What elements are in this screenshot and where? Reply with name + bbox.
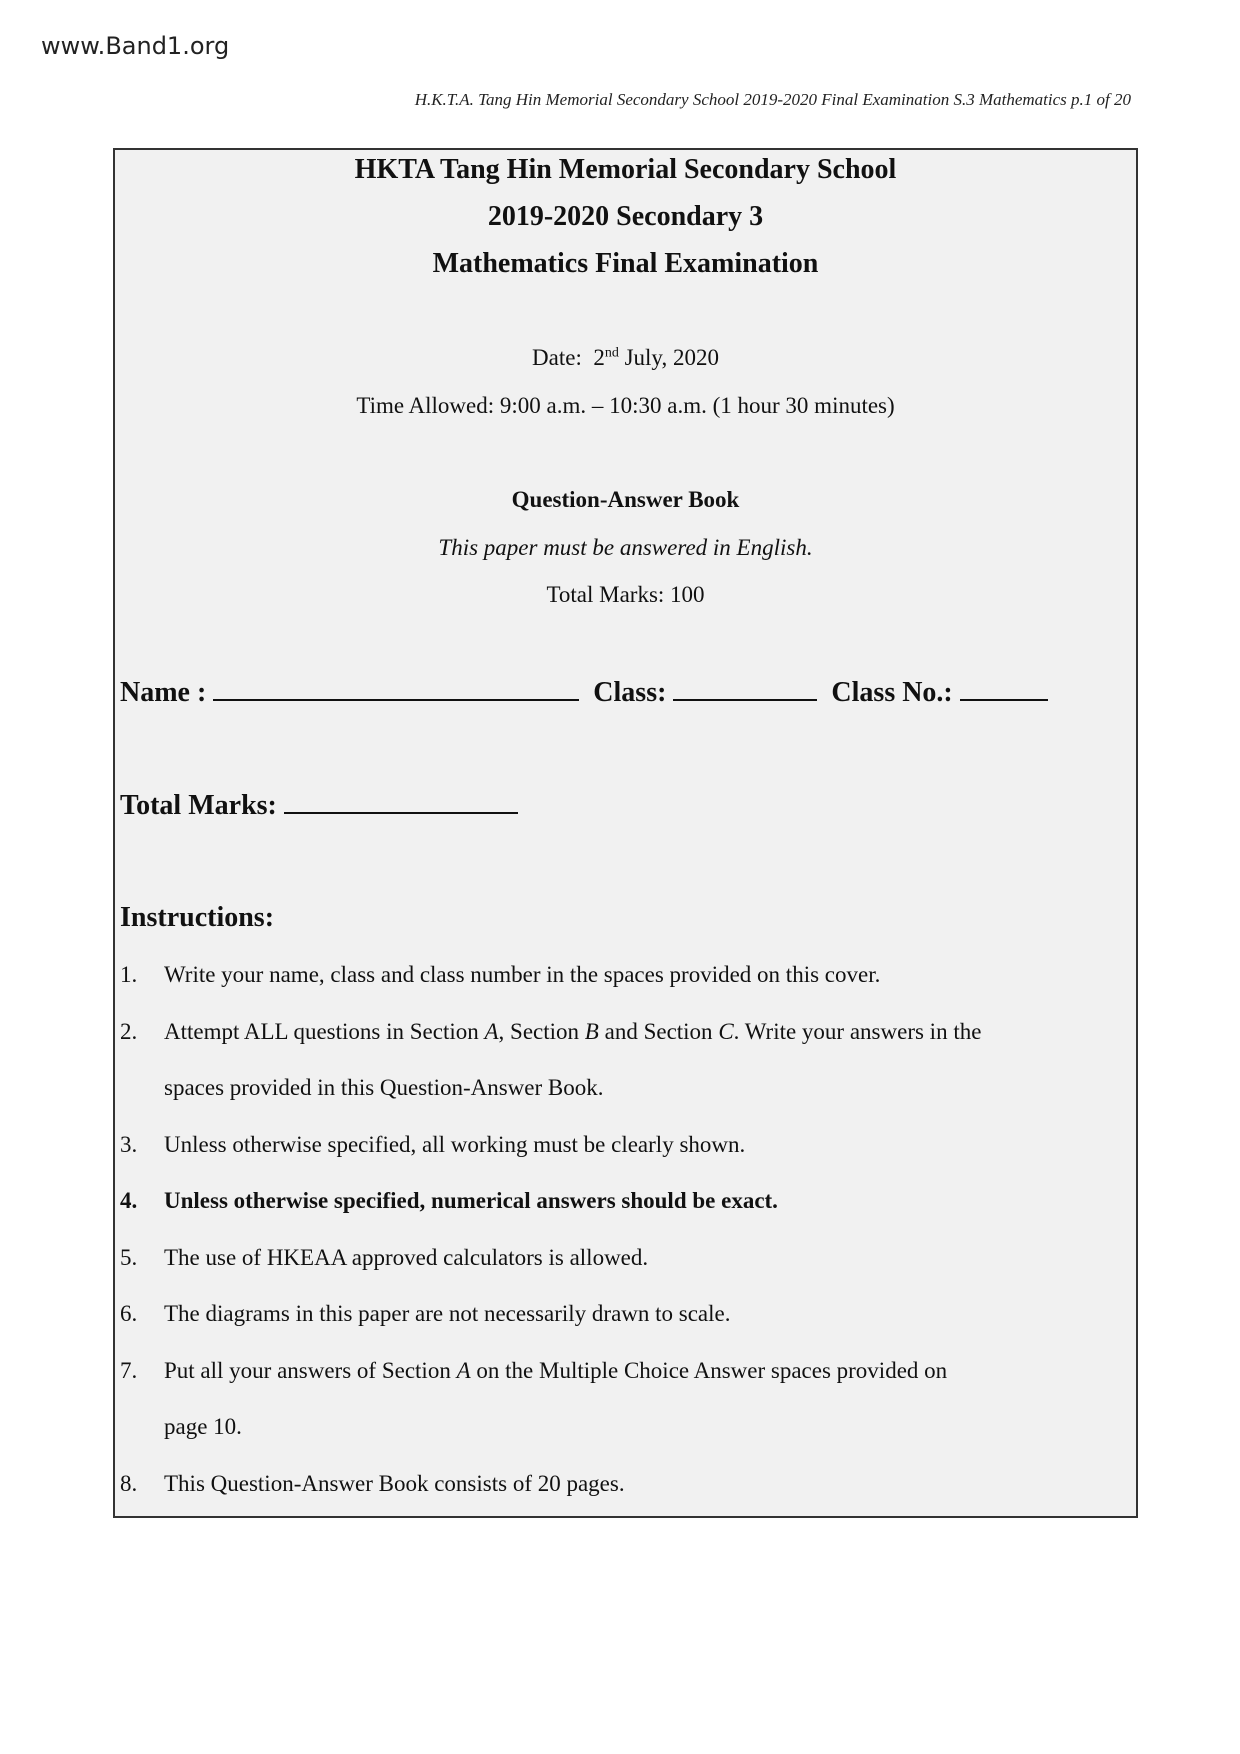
instruction-item — [120, 1358, 947, 1384]
language-note: This paper must be answered in English. — [438, 535, 813, 560]
class-label: Class: — [593, 677, 667, 708]
class-field[interactable] — [673, 675, 817, 701]
time-allowed: Time Allowed: 9:00 a.m. – 10:30 a.m. (1 hour 30 minutes) — [356, 393, 895, 418]
class-no-label: Class No.: — [831, 677, 953, 708]
school-name: HKTA Tang Hin Memorial Secondary School — [354, 154, 897, 185]
instruction-item — [120, 1075, 604, 1101]
running-header: H.K.T.A. Tang Hin Memorial Secondary School 2019-2020 Final Examination S.3 Mathematics p.1 of 20 — [414, 90, 1131, 109]
name-label: Name : — [120, 677, 207, 708]
exam-date — [115, 345, 1136, 371]
instruction-text: page 10. — [164, 1414, 242, 1439]
date-rest: July, 2020 — [624, 345, 719, 370]
instruction-text: spaces provided in this Question-Answer Book. — [164, 1075, 604, 1100]
instruction-item — [120, 1414, 242, 1440]
instruction-text: This Question-Answer Book consists of 20 pages. — [164, 1470, 625, 1496]
instruction-number: 2. — [120, 1018, 138, 1044]
name-field[interactable] — [213, 675, 579, 701]
instruction-item — [120, 1132, 745, 1158]
exam-title: Mathematics Final Examination — [432, 248, 819, 279]
book-title: Question-Answer Book — [511, 487, 740, 512]
instruction-number: 7. — [120, 1357, 138, 1383]
instruction-item — [120, 1245, 648, 1271]
instruction-item — [120, 1301, 731, 1327]
site-watermark: www.Band1.org — [41, 32, 230, 60]
instructions-heading: Instructions: — [120, 902, 275, 933]
instruction-text: Put all your answers of Section A on the Multiple Choice Answer spaces provided on — [164, 1357, 948, 1383]
instruction-number: 8. — [120, 1470, 138, 1496]
year-level: 2019-2020 Secondary 3 — [487, 201, 764, 232]
instruction-text: Unless otherwise specified, all working must be clearly shown. — [164, 1131, 746, 1157]
instruction-text: Write your name, class and class number in the spaces provided on this cover. — [164, 962, 881, 987]
student-info-row — [120, 675, 1048, 709]
total-marks-info: Total Marks: 100 — [546, 582, 705, 607]
date-label: Date: — [532, 345, 582, 370]
instruction-text: The diagrams in this paper are not necessarily drawn to scale. — [164, 1301, 731, 1326]
instruction-number: 3. — [120, 1131, 138, 1157]
total-marks-label: Total Marks: — [120, 790, 277, 821]
instruction-number: 6. — [120, 1301, 138, 1326]
instruction-number: 1. — [120, 962, 138, 987]
date-suffix: nd — [604, 345, 619, 361]
total-marks-field[interactable] — [284, 788, 518, 814]
date-day: 2 — [593, 345, 605, 370]
instruction-number: 5. — [120, 1244, 138, 1270]
cover-box — [113, 148, 1138, 1518]
instruction-number: 4. — [120, 1188, 138, 1213]
class-no-field[interactable] — [960, 675, 1048, 701]
instruction-text: Unless otherwise specified, numerical answers should be exact. — [164, 1188, 778, 1213]
instruction-item — [120, 1188, 778, 1214]
instruction-item — [120, 1471, 625, 1497]
instruction-text: Attempt ALL questions in Section A, Section B and Section C. Write your answers in the — [164, 1018, 982, 1044]
total-marks-row — [120, 788, 518, 822]
instruction-item — [120, 962, 880, 988]
instruction-item — [120, 1019, 981, 1045]
instruction-text: The use of HKEAA approved calculators is allowed. — [164, 1244, 649, 1270]
